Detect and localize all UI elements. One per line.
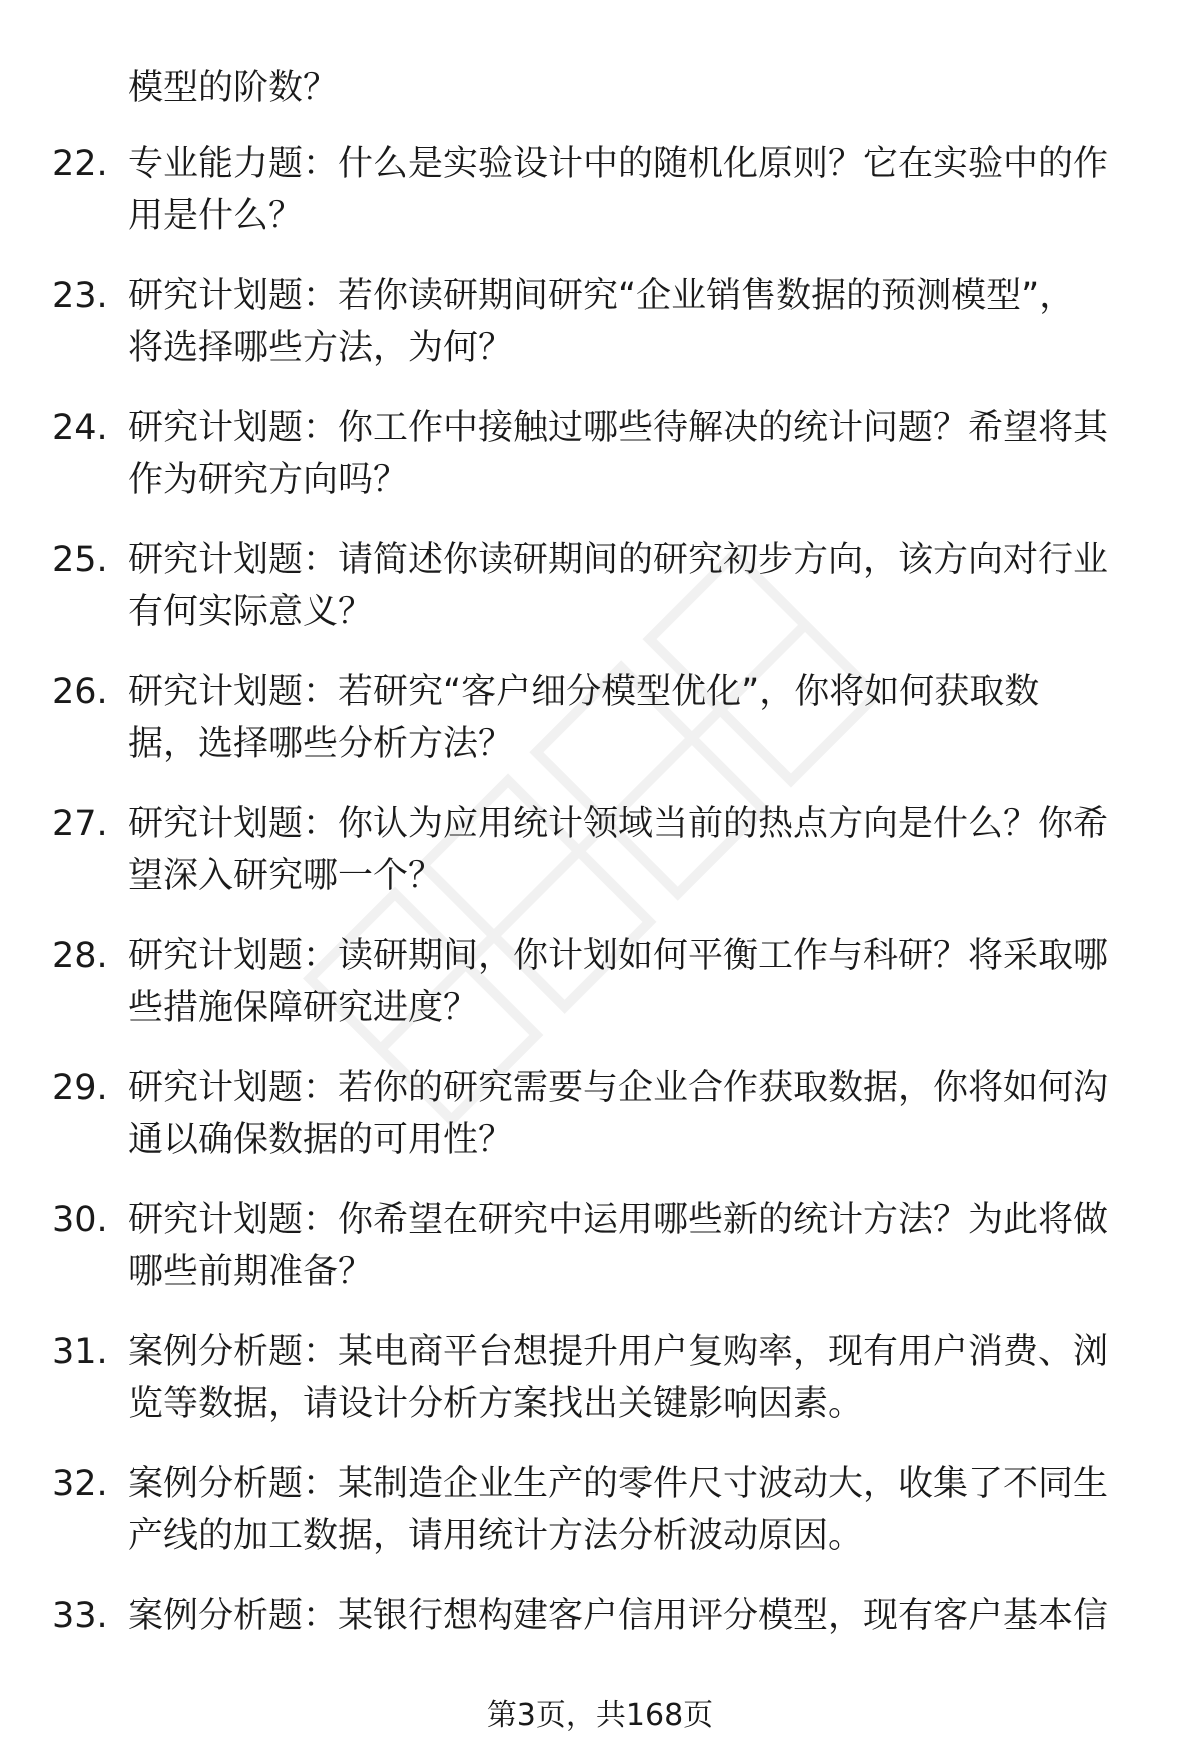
question-number: 29.	[52, 1068, 108, 1108]
question-text	[128, 930, 1148, 1034]
question-number: 23.	[52, 276, 108, 316]
question-text	[128, 1326, 1148, 1430]
question-text	[128, 1194, 1148, 1298]
question-text	[128, 270, 1148, 374]
question-number: 33.	[52, 1596, 108, 1636]
question-text-line: 研究计划题：若你的研究需要与企业合作获取数据，你将如何沟	[128, 1068, 1109, 1108]
question-text-line: 将选择哪些方法，为何？	[128, 328, 514, 368]
question-list	[0, 138, 1200, 1722]
question-text	[128, 666, 1148, 770]
question-text-line: 研究计划题：请简述你读研期间的研究初步方向，该方向对行业	[128, 540, 1109, 580]
question-text-line: 研究计划题：你工作中接触过哪些待解决的统计问题？希望将其	[128, 408, 1109, 448]
question-number: 25.	[52, 540, 108, 580]
question-item	[0, 138, 1200, 270]
question-text	[128, 402, 1148, 506]
question-text-line: 产线的加工数据，请用统计方法分析波动原因。	[128, 1516, 864, 1556]
question-number: 31.	[52, 1332, 108, 1372]
question-text-line: 研究计划题：若你读研期间研究“企业销售数据的预测模型”，	[128, 276, 1075, 316]
question-text-line: 研究计划题：你希望在研究中运用哪些新的统计方法？为此将做	[128, 1200, 1109, 1240]
question-number: 32.	[52, 1464, 108, 1504]
question-text-line: 研究计划题：若研究“客户细分模型优化”，你将如何获取数	[128, 672, 1040, 712]
page-footer: 第3页，共168页	[486, 1698, 714, 1733]
question-text	[128, 1062, 1148, 1166]
question-text-line: 案例分析题：某制造企业生产的零件尺寸波动大，收集了不同生	[128, 1464, 1109, 1504]
question-item	[0, 1326, 1200, 1458]
question-text-line: 哪些前期准备？	[128, 1252, 374, 1292]
question-text	[128, 138, 1148, 242]
question-text-line: 专业能力题：什么是实验设计中的随机化原则？它在实验中的作	[128, 144, 1109, 184]
question-text-line: 案例分析题：某电商平台想提升用户复购率，现有用户消费、浏	[128, 1332, 1109, 1372]
question-text-line: 通以确保数据的可用性？	[128, 1120, 514, 1160]
question-text	[128, 1458, 1148, 1562]
question-text-line: 览等数据，请设计分析方案找出关键影响因素。	[128, 1384, 864, 1424]
question-item	[0, 930, 1200, 1062]
question-text-line: 用是什么？	[128, 196, 304, 236]
question-text-line: 研究计划题：你认为应用统计领域当前的热点方向是什么？你希	[128, 804, 1109, 844]
question-item	[0, 402, 1200, 534]
question-item	[0, 666, 1200, 798]
question-text-line: 据，选择哪些分析方法？	[128, 724, 514, 764]
question-item	[0, 1458, 1200, 1590]
question-number: 22.	[52, 144, 108, 184]
question-number: 28.	[52, 936, 108, 976]
question-text	[128, 1590, 1148, 1642]
question-text-line: 有何实际意义？	[128, 592, 374, 632]
question-continuation: 模型的阶数？	[128, 68, 339, 108]
question-text	[128, 798, 1148, 902]
question-number: 30.	[52, 1200, 108, 1240]
question-text-line: 作为研究方向吗？	[128, 460, 409, 500]
question-text-line: 研究计划题：读研期间，你计划如何平衡工作与科研？将采取哪	[128, 936, 1109, 976]
question-item	[0, 798, 1200, 930]
question-item	[0, 1194, 1200, 1326]
question-item	[0, 534, 1200, 666]
question-number: 27.	[52, 804, 108, 844]
question-text-line: 些措施保障研究进度？	[128, 988, 479, 1028]
question-item	[0, 1062, 1200, 1194]
question-number: 24.	[52, 408, 108, 448]
question-text	[128, 534, 1148, 638]
question-text-line: 望深入研究哪一个？	[128, 856, 444, 896]
question-item	[0, 270, 1200, 402]
question-number: 26.	[52, 672, 108, 712]
question-text-line: 案例分析题：某银行想构建客户信用评分模型，现有客户基本信	[128, 1596, 1109, 1636]
